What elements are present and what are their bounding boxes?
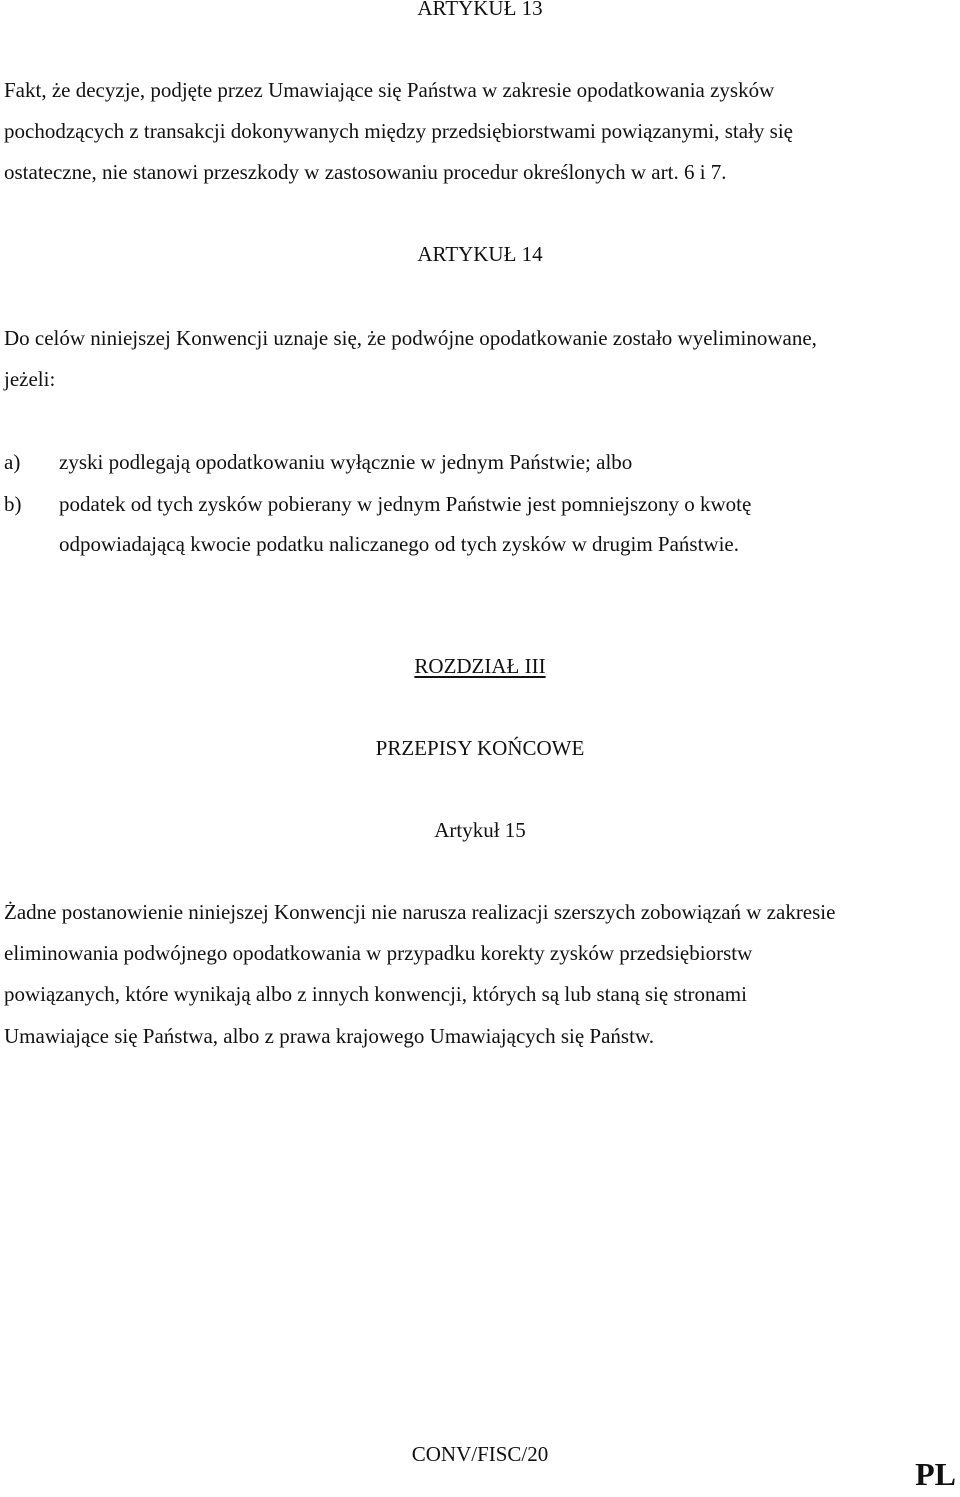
art13-line-3: ostateczne, nie stanowi przeszkody w zastosowaniu procedur określonych w art. 6 i 7. — [4, 160, 727, 184]
art15-line-3: powiązanych, które wynikają albo z innych konwencji, których są lub staną się stronami — [4, 982, 747, 1006]
art13-line-2: pochodzących z transakcji dokonywanych między przedsiębiorstwami powiązanymi, stały się — [4, 119, 793, 143]
chapter-subheading: PRZEPISY KOŃCOWE — [375, 736, 585, 760]
document-code: CONV/FISC/20 — [411, 1442, 549, 1466]
art14-heading: ARTYKUŁ 14 — [417, 242, 543, 266]
art14-item-b-letter: b) — [4, 492, 22, 516]
art13-heading: ARTYKUŁ 13 — [417, 0, 543, 20]
art14-item-b-text-2: odpowiadającą kwocie podatku naliczanego od tych zysków w drugim Państwie. — [59, 532, 739, 556]
art14-item-a-text: zyski podlegają opodatkowaniu wyłącznie w jednym Państwie; albo — [59, 450, 633, 474]
art15-line-4: Umawiające się Państwa, albo z prawa krajowego Umawiających się Państw. — [4, 1024, 654, 1048]
art14-line-1: Do celów niniejszej Konwencji uznaje się, że podwójne opodatkowanie zostało wyeliminowane, — [4, 326, 817, 350]
art13-line-1: Fakt, że decyzje, podjęte przez Umawiające się Państwa w zakresie opodatkowania zysków — [4, 78, 775, 102]
chapter-heading-text: ROZDZIAŁ III — [414, 654, 546, 678]
art14-item-a-letter: a) — [4, 450, 21, 474]
art15-line-2: eliminowania podwójnego opodatkowania w przypadku korekty zysków przedsiębiorstw — [4, 941, 753, 965]
art14-item-b-text-1: podatek od tych zysków pobierany w jednym Państwie jest pomniejszony o kwotę — [59, 492, 752, 516]
art15-line-1: Żadne postanowienie niniejszej Konwencji nie narusza realizacji szerszych zobowiązań w zakresie — [4, 900, 836, 924]
chapter-heading — [0, 654, 960, 679]
art15-heading: Artykuł 15 — [434, 818, 526, 842]
art14-line-2: jeżeli: — [4, 367, 56, 391]
language-code: PL — [915, 1456, 956, 1492]
